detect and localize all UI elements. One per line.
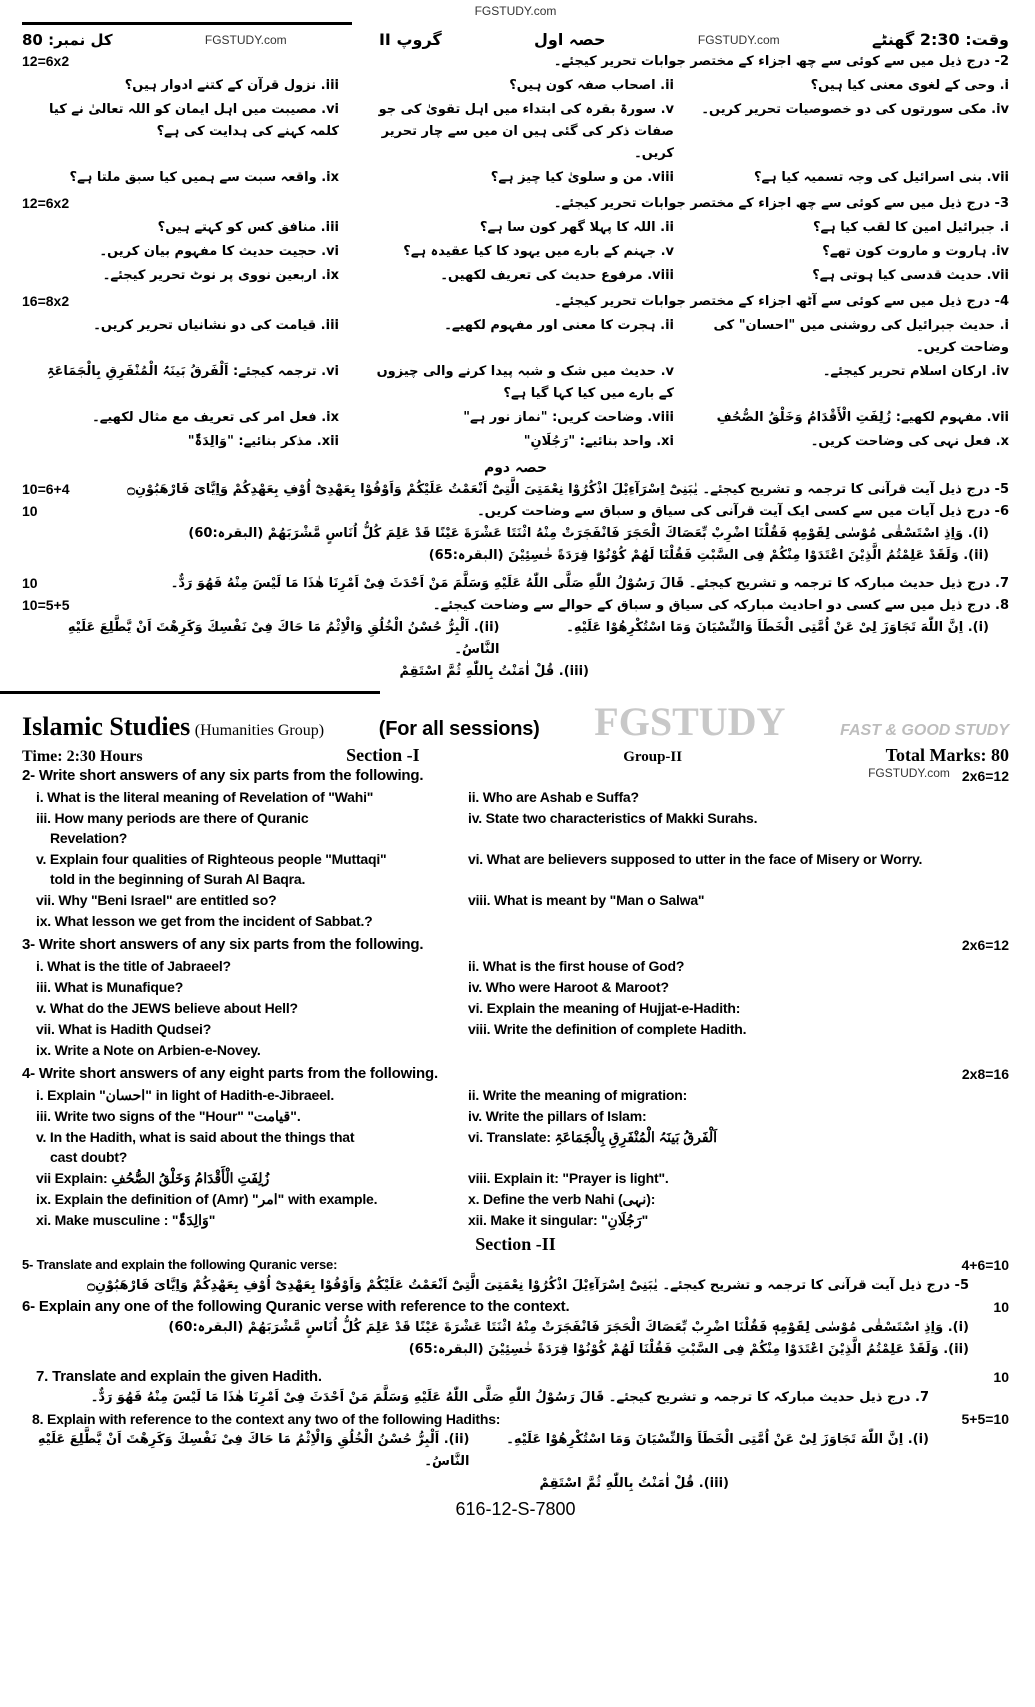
q6-title: 6- Explain any one of the following Quranic verse with reference to the context. (22, 1298, 570, 1315)
q4-urdu-items (22, 315, 1009, 453)
q2-urdu-marks: 12=6x2 (22, 53, 70, 69)
q2-urdu-header (22, 51, 1009, 73)
q8-urdu: 8. درج ذیل میں سے کسی دو احادیث مبارکہ کی سیاق و سباق کے حوالے سے وضاحت کیجئے۔ (432, 598, 1009, 613)
q6-urdu: 6- درج ذیل آیات میں سے کسی ایک آیت قرآنی کی سیاق و سباق سے وضاحت کریں۔ (477, 504, 1009, 519)
q7-title: 7. Translate and explain the given Hadith. (36, 1368, 322, 1385)
q3-title: 3- Write short answers of any six parts from the following. (22, 936, 424, 953)
q3-header (22, 935, 1009, 955)
q5-urdu-marks: 10=6+4 (22, 481, 70, 497)
list-item: ix. واقعہ سبت سے ہمیں کیا سبق ملتا ہے؟ (69, 170, 339, 185)
list-item: iii. Write two signs of the "Hour" "قیامت". (36, 1108, 301, 1124)
q3-urdu-title: 3- درج ذیل میں سے کوئی سے چھ اجزاء کے مختصر جوابات تحریر کیجئے۔ (553, 196, 1009, 211)
q6-verse-1: (i). وَاِذِ اسْتَسْقٰى مُوْسٰى لِقَوْمِهٖ فَقُلْنَا اضْرِبْ بِّعَصَاكَ الْحَجَرَ فَانْفَجَرَتْ مِنْهُ اثْنَتَا عَشْرَةَ عَیْنًا قَدْ عَلِمَ كُلُّ اُنَاسٍ مَّشْرَبَهُمْ (البقرہ:60) (168, 1320, 969, 1335)
group-label: (Humanities Group) (194, 722, 325, 739)
header-box-line (22, 22, 352, 25)
top-watermark-row (22, 2, 1009, 20)
watermark-site: FGSTUDY.com (697, 33, 780, 47)
list-item: vii. What is Hadith Qudsei? (36, 1021, 212, 1037)
q8-urdu-hadith-2: (ii). اَلْبِرُّ حُسْنُ الْخُلُقِ وَالْاِثْمُ مَا حَاكَ فِیْ نَفْسِكَ وَكَرِهْتَ اَنْ یَّطَّلِعَ عَلَیْهِ النَّاسُ۔ (67, 620, 500, 657)
urdu-header (22, 29, 1009, 51)
list-item: iii. نزول قرآن کے کتنے ادوار ہیں؟ (124, 78, 339, 93)
list-item: x. Define the verb Nahi (نہی): (468, 1191, 656, 1207)
list-item: iv. ارکان اسلام تحریر کیجئے۔ (822, 364, 1009, 379)
list-item: ix. What lesson we get from the incident of Sabbat.? (36, 913, 373, 929)
group-urdu: گروپ II (378, 30, 442, 49)
list-item: i. Explain "احسان" in light of Hadith-e-Jibraeel. (36, 1087, 335, 1103)
q7-urdu-row (22, 573, 1009, 595)
q8-urdu-row (22, 595, 1009, 617)
q8-title: 8. Explain with reference to the context any two of the following Hadiths: (32, 1411, 501, 1427)
list-item-line: v. Explain four qualities of Righteous people "Muttaqi" (36, 851, 387, 867)
list-item: v. حدیث میں شک و شبہ پیدا کرنے والی چیزوں کے بارے میں کیا کہا گیا ہے؟ (376, 364, 674, 401)
list-item: iv. Write the pillars of Islam: (468, 1108, 647, 1124)
group-label-en: Group-II (623, 749, 683, 765)
list-item: i. جبرائیل امین کا لقب کیا ہے؟ (812, 220, 1009, 235)
q8-hadith-1: (i). اِنَّ اللّٰهَ تَجَاوَزَ لِیْ عَنْ اُمَّتِی الْخَطَاَ وَالنِّسْیَانَ وَمَا اسْتُكْرِهُوْا عَلَیْهِ۔ (506, 1432, 929, 1447)
list-item: xi. Make musculine : "وَالِدَۃٌ" (36, 1212, 216, 1228)
q7-header (22, 1367, 1009, 1387)
q8-marks: 5+5=10 (961, 1411, 1009, 1427)
list-item (22, 808, 442, 848)
watermark-tagline: FAST & GOOD STUDY (840, 722, 1009, 739)
list-item: ii. اللہ کا پہلا گھر کون سا ہے؟ (479, 220, 674, 235)
q4-items (22, 1085, 1009, 1230)
q6-urdu-verse-2: (ii). وَلَقَدْ عَلِمْتُمُ الَّذِیْنَ اعْتَدَوْا مِنْكُمْ فِی السَّبْتِ فَقُلْنَا لَهُمْ كُوْنُوْا قِرَدَةً خٰسِئِیْنَ (البقرہ:65) (428, 548, 989, 563)
q7-marks: 10 (993, 1369, 1009, 1385)
list-item: iii. قیامت کی دو نشانیاں تحریر کریں۔ (93, 318, 339, 333)
q8-header (22, 1409, 1009, 1429)
list-item: vii. بنی اسرائیل کی وجہ تسمیہ کیا ہے؟ (754, 170, 1009, 185)
q8-urdu-hadiths (22, 617, 1009, 661)
list-item-continuation: told in the beginning of Surah Al Baqra. (50, 871, 306, 887)
list-item: viii. Write the definition of complete Hadith. (468, 1021, 747, 1037)
paper-code: 616-12-S-7800 (455, 1499, 576, 1519)
list-item: vii Explain: زُلِفَتِ الْأَقْدَامُ وَخَلْقُ الصُّحُفِ (36, 1170, 270, 1186)
list-item: iii. منافق کس کو کہتے ہیں؟ (157, 220, 339, 235)
list-item: v. جہنم کے بارے میں یہود کا کیا عقیدہ ہے؟ (403, 244, 674, 259)
q3-items (22, 956, 1009, 1060)
q5-marks: 4+6=10 (961, 1257, 1009, 1273)
list-item: i. وحی کے لغوی معنی کیا ہیں؟ (810, 78, 1009, 93)
list-item: ii. Write the meaning of migration: (468, 1087, 688, 1103)
section-2-row (22, 1234, 1009, 1255)
section-1-title: Section -I (346, 745, 420, 765)
q6-marks: 10 (993, 1299, 1009, 1315)
q8-urdu-hadith-3: (iii). قُلْ اٰمَنْتُ بِاللّٰهِ ثُمَّ اسْتَقِمْ (399, 664, 589, 679)
q6-verse-2: (ii). وَلَقَدْ عَلِمْتُمُ الَّذِیْنَ اعْتَدَوْا مِنْكُمْ فِی السَّبْتِ فَقُلْنَا لَهُمْ كُوْنُوْا قِرَدَةً خٰسِئِیْنَ (البقرہ:65) (408, 1342, 969, 1357)
q8-hadith-2: (ii). اَلْبِرُّ حُسْنُ الْخُلُقِ وَالْاِثْمُ مَا حَاكَ فِیْ نَفْسِكَ وَكَرِهْتَ اَنْ یَّطَّلِعَ عَلَیْهِ النَّاسُ۔ (37, 1432, 470, 1469)
q3-urdu-marks: 12=6x2 (22, 195, 70, 211)
q2-marks: 2x6=12 (961, 768, 1009, 784)
q2-title: 2- Write short answers of any six parts from the following. (22, 767, 424, 784)
list-item (22, 1127, 442, 1167)
list-item: vi. ترجمہ کیجئے: اَلْفَرقُ بَینَہُ الْمُنْفَرِقِ بِالْجَمَاعَۃِ (46, 364, 339, 379)
list-item: iv. مکی سورتوں کی دو خصوصیات تحریر کریں۔ (701, 102, 1009, 117)
list-item: x. فعل نہی کی وضاحت کریں۔ (810, 434, 1009, 449)
q8-hadith-3: (iii). قُلْ اٰمَنْتُ بِاللّٰهِ ثُمَّ اسْتَقِمْ (539, 1476, 729, 1491)
list-item: ix. Write a Note on Arbien-e-Novey. (36, 1042, 261, 1058)
watermark-site: FGSTUDY.com (868, 766, 950, 780)
list-item: viii. Explain it: "Prayer is light". (468, 1170, 669, 1186)
list-item: i. حدیث جبرائیل کی روشنی میں "احسان" کی وضاحت کریں۔ (713, 318, 1009, 355)
q6-urdu-marks: 10 (22, 503, 38, 519)
watermark-site: FGSTUDY.com (204, 33, 287, 47)
list-item: xii. Make it singular: "رَجُلَانِ" (468, 1212, 649, 1228)
list-item: ix. Explain the definition of (Amr) "امر" with example. (36, 1191, 378, 1207)
list-item: iii. What is Munafique? (36, 979, 184, 995)
watermark-site: FGSTUDY.com (474, 4, 557, 18)
time-urdu: وقت: 2:30 گھنٹے (871, 30, 1009, 49)
q8-urdu-marks: 10=5+5 (22, 597, 70, 613)
sessions-label: (For all sessions) (378, 718, 540, 740)
section-2-title: Section -II (475, 1234, 556, 1254)
list-item: vii. حدیث قدسی کیا ہوتی ہے؟ (812, 268, 1009, 283)
q5-title: 5- Translate and explain the following Quranic verse: (22, 1257, 338, 1272)
q4-urdu-title: 4- درج ذیل میں سے کوئی سے آٹھ اجزاء کے مختصر جوابات تحریر کیجئے۔ (553, 294, 1009, 309)
q7-urdu-marks: 10 (22, 575, 38, 591)
list-item: vi. What are believers supposed to utter in the face of Misery or Worry. (468, 851, 923, 867)
q4-title: 4- Write short answers of any eight parts from the following. (22, 1065, 438, 1082)
q8-urdu-hadith-1: (i). اِنَّ اللّٰهَ تَجَاوَزَ لِیْ عَنْ اُمَّتِی الْخَطَاَ وَالنِّسْیَانَ وَمَا اسْتُكْرِهُوْا عَلَیْهِ۔ (566, 620, 989, 635)
list-item: ii. ہجرت کا معنی اور مفہوم لکھیے۔ (444, 318, 674, 333)
list-item: vii. Why "Beni Israel" are entitled so? (36, 892, 277, 908)
list-item: viii. مرفوع حدیث کی تعریف لکھیں۔ (440, 268, 674, 283)
total-marks-urdu: کل نمبر: 80 (22, 31, 113, 49)
time-label: Time: 2:30 Hours (22, 748, 143, 765)
divider (0, 691, 380, 694)
list-item: iv. ہاروت و ماروت کون تھے؟ (822, 244, 1009, 259)
list-item: ii. What is the first house of God? (468, 958, 685, 974)
list-item (22, 849, 442, 889)
q8-hadiths (22, 1429, 1009, 1473)
q4-header (22, 1064, 1009, 1084)
list-item-continuation: Revelation? (50, 830, 128, 846)
q6-urdu-row (22, 501, 1009, 523)
q3-marks: 2x6=12 (961, 937, 1009, 953)
section-2-urdu-row (22, 457, 1009, 479)
q2-urdu-items (22, 75, 1009, 189)
q5-urdu: 5- درج ذیل آیت قرآنی کا ترجمہ و تشریح کیجئے۔ یٰبَنِیْٓ اِسْرَآءِیْلَ اذْكُرُوْا نِعْمَتِیَ الَّتِیْٓ اَنْعَمْتُ عَلَیْكُمْ وَاَوْفُوْا بِعَهْدِیْٓ اُوْفِ بِعَهْدِكُمْ وَاِیَّایَ فَارْهَبُوْنِ۝ (127, 482, 1009, 497)
q4-urdu-header (22, 291, 1009, 313)
q6-urdu-verse-1: (i). وَاِذِ اسْتَسْقٰى مُوْسٰى لِقَوْمِهٖ فَقُلْنَا اضْرِبْ بِّعَصَاكَ الْحَجَرَ فَانْفَجَرَتْ مِنْهُ اثْنَتَا عَشْرَةَ عَیْنًا قَدْ عَلِمَ كُلُّ اُنَاسٍ مَّشْرَبَهُمْ (البقرہ:60) (188, 526, 989, 541)
q3-urdu-items (22, 217, 1009, 287)
section-title-urdu: حصہ اول (534, 30, 606, 49)
footer-row (22, 1499, 1009, 1520)
list-item: iv. State two characteristics of Makki Surahs. (468, 810, 758, 826)
list-item: ii. Who are Ashab e Suffa? (468, 789, 639, 805)
list-item: vii. مفہوم لکھیے: زُلِفَتِ الْأَقْدَامُ وَخَلْقُ الصُّحُفِ (716, 410, 1009, 425)
list-item: v. سورۃ بقرہ کی ابتداء میں اہل تقویٰ کی جو صفات ذکر کی گئی ہیں ان میں سے چار تحریر کریں۔ (378, 102, 674, 161)
list-item: v. What do the JEWS believe about Hell? (36, 1000, 298, 1016)
q2-urdu-title: 2- درج ذیل میں سے کوئی سے چھ اجزاء کے مختصر جوابات تحریر کیجئے۔ (553, 54, 1009, 69)
q5-header (22, 1255, 1009, 1275)
subject-title: Islamic Studies (22, 712, 191, 741)
list-item: vi. Explain the meaning of Hujjat-e-Hadith: (468, 1000, 741, 1016)
paper-info-row (22, 745, 1009, 766)
q6-header (22, 1297, 1009, 1317)
q7-hadith: 7. درج ذیل حدیث مبارکہ کا ترجمہ و تشریح کیجئے۔ قَالَ رَسُوْلُ اللّٰهِ صَلَّى اللّٰهُ عَلَیْهِ وَسَلَّمَ مَنْ اَحْدَثَ فِیْ اَمْرِنَا هٰذَا مَا لَیْسَ مِنْهُ فَهُوَ رَدٌّ۔ (90, 1390, 929, 1405)
paper-title (22, 712, 324, 742)
q4-urdu-marks: 16=8x2 (22, 293, 70, 309)
list-item: i. What is the title of Jabraeel? (36, 958, 231, 974)
list-item: viii. وضاحت کریں: "نماز نور ہے" (463, 410, 674, 425)
q5-urdu-row (22, 479, 1009, 501)
q7-urdu: 7. درج ذیل حدیث مبارکہ کا ترجمہ و تشریح کیجئے۔ قَالَ رَسُوْلُ اللّٰهِ صَلَّى اللّٰهُ عَلَیْهِ وَسَلَّمَ مَنْ اَحْدَثَ فِیْ اَمْرِنَا هٰذَا مَا لَیْسَ مِنْهُ فَهُوَ رَدٌّ۔ (170, 576, 1009, 591)
list-item: ix. اربعین نووی پر نوٹ تحریر کیجئے۔ (102, 268, 339, 283)
list-item: xi. واحد بنائیے: "رَجُلَانِ" (523, 434, 674, 449)
section-2-urdu: حصہ دوم (483, 460, 548, 476)
q2-items (22, 787, 1009, 931)
q5-verse: 5- درج ذیل آیت قرآنی کا ترجمہ و تشریح کیجئے۔ یٰبَنِیْٓ اِسْرَآءِیْلَ اذْكُرُوْا نِعْمَتِیَ الَّتِیْٓ اَنْعَمْتُ عَلَیْكُمْ وَاَوْفُوْا بِعَهْدِیْٓ اُوْفِ بِعَهْدِكُمْ وَاِیَّایَ فَارْهَبُوْنِ۝ (87, 1278, 969, 1293)
paper-title-row (22, 698, 1009, 745)
list-item-line: v. In the Hadith, what is said about the things that (36, 1129, 355, 1145)
list-item: i. What is the literal meaning of Revelation of "Wahi" (36, 789, 374, 805)
q2-header (22, 766, 1009, 786)
list-item-continuation: cast doubt? (50, 1149, 128, 1165)
q4-marks: 2x8=16 (961, 1066, 1009, 1082)
list-item: vi. Translate: اَلْفَرقُ بَینَہُ الْمُنْفَرِقِ بِالْجَمَاعَۃِ (468, 1129, 718, 1145)
list-item: viii. What is meant by "Man o Salwa" (468, 892, 705, 908)
list-item: xii. مذکر بنائیے: "وَالِدَۃٌ" (187, 434, 339, 449)
list-item: viii. من و سلویٰ کیا چیز ہے؟ (490, 170, 674, 185)
watermark-logo: FGSTUDY (594, 699, 786, 744)
list-item: iv. Who were Haroot & Maroot? (468, 979, 669, 995)
list-item: vi. حجیت حدیث کا مفہوم بیان کریں۔ (99, 244, 339, 259)
list-item: ii. اصحاب صفہ کون ہیں؟ (509, 78, 674, 93)
list-item: ix. فعل امر کی تعریف مع مثال لکھیے۔ (92, 410, 339, 425)
total-marks: Total Marks: 80 (885, 745, 1009, 765)
list-item: vi. مصیبت میں اہل ایمان کو اللہ تعالیٰ نے کیا کلمہ کہنے کی ہدایت کی ہے؟ (49, 102, 339, 139)
list-item-line: iii. How many periods are there of Quranic (36, 810, 309, 826)
q3-urdu-header (22, 193, 1009, 215)
